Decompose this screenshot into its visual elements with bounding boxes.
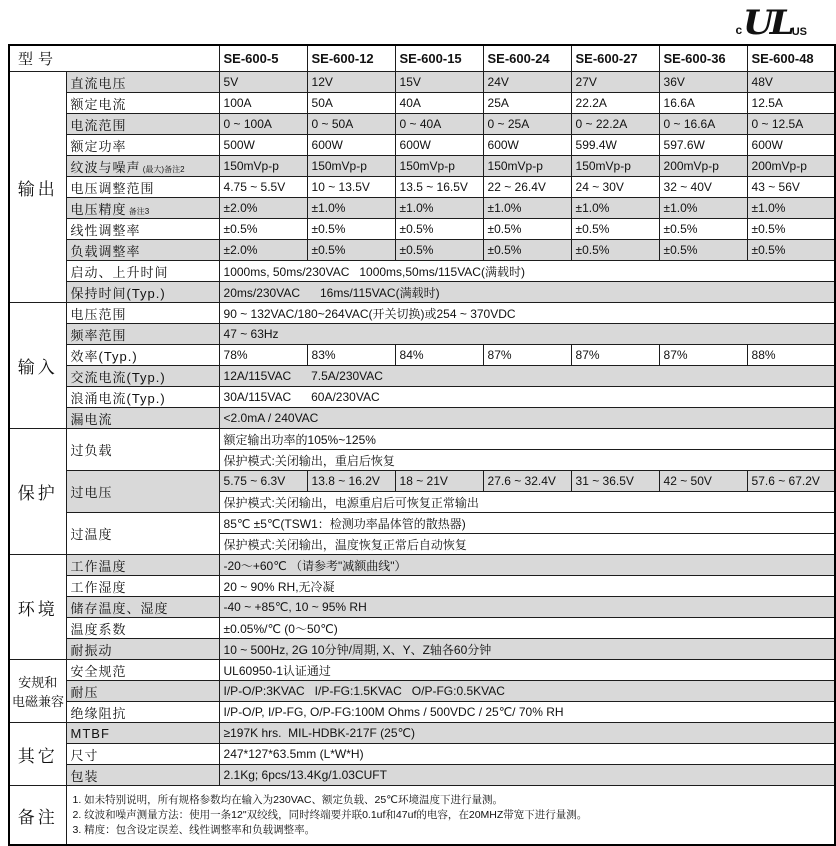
- param-label: 额定功率: [66, 135, 219, 156]
- param-label: 耐振动: [66, 639, 219, 660]
- param-label: 温度系数: [66, 618, 219, 639]
- spec-value: 600W: [483, 135, 571, 156]
- section-label-line: 环境: [17, 599, 58, 619]
- model-name: SE-600-27: [571, 45, 659, 72]
- spec-value: ±0.5%: [307, 240, 395, 261]
- spec-value: ±0.5%: [747, 219, 835, 240]
- spec-table: [8, 44, 836, 846]
- spec-value: ±0.5%: [219, 219, 307, 240]
- spec-value: ±0.5%: [747, 240, 835, 261]
- param-label: 储存温度、湿度: [66, 597, 219, 618]
- param-label: 工作湿度: [66, 576, 219, 597]
- param-label: 电流范围: [66, 114, 219, 135]
- note-line: 3. 精度：包含设定误差、线性调整率和负载调整率。: [72, 823, 316, 836]
- param-label: 包装: [66, 765, 219, 786]
- param-label: 过温度: [66, 513, 219, 555]
- param-label: 耐压: [66, 681, 219, 702]
- spec-row: [9, 618, 835, 639]
- param-label: 效率(Typ.): [66, 345, 219, 366]
- spec-row: [9, 387, 835, 408]
- spec-span-value: 20ms/230VAC 16ms/115VAC(满载时): [219, 282, 835, 303]
- spec-value: 10 ~ 13.5V: [307, 177, 395, 198]
- spec-value: 600W: [747, 135, 835, 156]
- spec-value: 50A: [307, 93, 395, 114]
- spec-value: 200mVp-p: [747, 156, 835, 177]
- spec-value: 87%: [571, 345, 659, 366]
- spec-span-value: 保护模式:关闭输出，电源重启后可恢复正常输出: [219, 492, 835, 513]
- spec-value: 0 ~ 40A: [395, 114, 483, 135]
- spec-row: [9, 156, 835, 177]
- param-label: 交流电流(Typ.): [66, 366, 219, 387]
- spec-value: 87%: [659, 345, 747, 366]
- section-label: [9, 555, 66, 660]
- spec-value: 32 ~ 40V: [659, 177, 747, 198]
- model-name: SE-600-36: [659, 45, 747, 72]
- spec-value: 27.6 ~ 32.4V: [483, 471, 571, 492]
- spec-value: 5V: [219, 72, 307, 93]
- spec-span-value: 保护模式:关闭输出，重启后恢复: [219, 450, 835, 471]
- param-label: MTBF: [66, 723, 219, 744]
- spec-value: 13.8 ~ 16.2V: [307, 471, 395, 492]
- param-label: 过负载: [66, 429, 219, 471]
- spec-span-value: 247*127*63.5mm (L*W*H): [219, 744, 835, 765]
- spec-value: 22 ~ 26.4V: [483, 177, 571, 198]
- param-label: 电压范围: [66, 303, 219, 324]
- spec-span-value: 30A/115VAC 60A/230VAC: [219, 387, 835, 408]
- spec-value: 88%: [747, 345, 835, 366]
- model-name: SE-600-15: [395, 45, 483, 72]
- notes-cell: [66, 786, 835, 846]
- param-label: 工作温度: [66, 555, 219, 576]
- spec-row: [9, 681, 835, 702]
- spec-value: ±0.5%: [395, 240, 483, 261]
- param-label: 电压调整范围: [66, 177, 219, 198]
- param-label: 过电压: [66, 471, 219, 513]
- spec-value: 25A: [483, 93, 571, 114]
- spec-body: [9, 72, 835, 846]
- spec-value: 150mVp-p: [307, 156, 395, 177]
- spec-value: ±1.0%: [395, 198, 483, 219]
- param-label: 尺寸: [66, 744, 219, 765]
- spec-value: ±0.5%: [307, 219, 395, 240]
- spec-row: [9, 429, 835, 450]
- spec-row: [9, 576, 835, 597]
- spec-span-value: 1000ms, 50ms/230VAC 1000ms,50ms/115VAC(满载时): [219, 261, 835, 282]
- spec-value: 150mVp-p: [395, 156, 483, 177]
- spec-row: [9, 240, 835, 261]
- param-label-note: (最大)备注2: [140, 164, 185, 174]
- spec-value: 500W: [219, 135, 307, 156]
- spec-value: ±1.0%: [483, 198, 571, 219]
- spec-value: 0 ~ 100A: [219, 114, 307, 135]
- spec-row: [9, 702, 835, 723]
- spec-row: [9, 366, 835, 387]
- spec-row: [9, 324, 835, 345]
- spec-span-value: I/P-O/P, I/P-FG, O/P-FG:100M Ohms / 500VDC / 25℃/ 70% RH: [219, 702, 835, 723]
- spec-row: [9, 303, 835, 324]
- spec-row: [9, 513, 835, 534]
- spec-row: [9, 744, 835, 765]
- spec-value: 15V: [395, 72, 483, 93]
- section-label-line: 保护: [17, 484, 58, 503]
- spec-span-value: -20～+60℃ （请参考"减额曲线"）: [219, 555, 835, 576]
- section-label: [9, 429, 66, 555]
- section-label-line: 其它: [17, 746, 58, 766]
- spec-span-value: 12A/115VAC 7.5A/230VAC: [219, 366, 835, 387]
- spec-row: [9, 261, 835, 282]
- spec-value: 57.6 ~ 67.2V: [747, 471, 835, 492]
- spec-value: 84%: [395, 345, 483, 366]
- spec-value: 13.5 ~ 16.5V: [395, 177, 483, 198]
- spec-value: 5.75 ~ 6.3V: [219, 471, 307, 492]
- spec-span-value: UL60950-1认证通过: [219, 660, 835, 681]
- section-label-line: 安规和: [18, 675, 58, 690]
- model-name: SE-600-48: [747, 45, 835, 72]
- param-label: 保持时间(Typ.): [66, 282, 219, 303]
- spec-span-value: 90 ~ 132VAC/180~264VAC(开关切换)或254 ~ 370VDC: [219, 303, 835, 324]
- spec-row: [9, 765, 835, 786]
- spec-row: [9, 660, 835, 681]
- spec-value: 42 ~ 50V: [659, 471, 747, 492]
- spec-row: [9, 72, 835, 93]
- spec-row: [9, 723, 835, 744]
- spec-value: 16.6A: [659, 93, 747, 114]
- param-label: 浪涌电流(Typ.): [66, 387, 219, 408]
- spec-span-value: 10 ~ 500Hz, 2G 10分钟/周期, X、Y、Z轴各60分钟: [219, 639, 835, 660]
- param-label: 额定电流: [66, 93, 219, 114]
- model-header-label: 型号: [9, 45, 219, 72]
- spec-value: 600W: [307, 135, 395, 156]
- spec-row: [9, 282, 835, 303]
- spec-value: 87%: [483, 345, 571, 366]
- spec-value: 43 ~ 56V: [747, 177, 835, 198]
- notes-row: [9, 786, 835, 846]
- param-label: 线性调整率: [66, 219, 219, 240]
- spec-value: 150mVp-p: [571, 156, 659, 177]
- spec-value: 27V: [571, 72, 659, 93]
- param-label: 纹波与噪声 (最大)备注2: [66, 156, 219, 177]
- spec-value: ±1.0%: [659, 198, 747, 219]
- spec-span-value: ≥197K hrs. MIL-HDBK-217F (25℃): [219, 723, 835, 744]
- model-name: SE-600-12: [307, 45, 395, 72]
- spec-value: 200mVp-p: [659, 156, 747, 177]
- param-label: 频率范围: [66, 324, 219, 345]
- param-label: 安全规范: [66, 660, 219, 681]
- spec-value: 40A: [395, 93, 483, 114]
- param-label: 电压精度 备注3: [66, 198, 219, 219]
- spec-value: 22.2A: [571, 93, 659, 114]
- spec-value: ±0.5%: [395, 219, 483, 240]
- spec-value: ±1.0%: [747, 198, 835, 219]
- spec-row: [9, 93, 835, 114]
- spec-value: 0 ~ 16.6A: [659, 114, 747, 135]
- spec-value: 18 ~ 21V: [395, 471, 483, 492]
- spec-value: ±0.5%: [659, 240, 747, 261]
- spec-span-value: 保护模式:关闭输出，温度恢复正常后自动恢复: [219, 534, 835, 555]
- spec-span-value: 20 ~ 90% RH,无冷凝: [219, 576, 835, 597]
- param-label: 漏电流: [66, 408, 219, 429]
- section-label: [9, 72, 66, 303]
- spec-value: ±0.5%: [571, 240, 659, 261]
- spec-row: [9, 345, 835, 366]
- spec-row: [9, 471, 835, 492]
- spec-value: ±2.0%: [219, 240, 307, 261]
- spec-span-value: 2.1Kg; 6pcs/13.4Kg/1.03CUFT: [219, 765, 835, 786]
- spec-span-value: 额定输出功率的105%~125%: [219, 429, 835, 450]
- spec-value: 0 ~ 50A: [307, 114, 395, 135]
- spec-value: 36V: [659, 72, 747, 93]
- spec-value: 100A: [219, 93, 307, 114]
- spec-value: 78%: [219, 345, 307, 366]
- section-label-line: 输出: [17, 179, 58, 199]
- spec-span-value: -40 ~ +85℃, 10 ~ 95% RH: [219, 597, 835, 618]
- spec-value: 48V: [747, 72, 835, 93]
- spec-value: 599.4W: [571, 135, 659, 156]
- param-label: 负载调整率: [66, 240, 219, 261]
- spec-value: 24 ~ 30V: [571, 177, 659, 198]
- spec-row: [9, 639, 835, 660]
- spec-row: [9, 408, 835, 429]
- spec-value: ±0.5%: [659, 219, 747, 240]
- param-label: 启动、上升时间: [66, 261, 219, 282]
- spec-row: [9, 135, 835, 156]
- spec-span-value: I/P-O/P:3KVAC I/P-FG:1.5KVAC O/P-FG:0.5KVAC: [219, 681, 835, 702]
- spec-value: ±1.0%: [307, 198, 395, 219]
- spec-value: 24V: [483, 72, 571, 93]
- spec-row: [9, 114, 835, 135]
- section-label-line: 输入: [17, 358, 58, 377]
- spec-value: ±2.0%: [219, 198, 307, 219]
- spec-value: ±1.0%: [571, 198, 659, 219]
- section-label-line: 电磁兼容: [12, 694, 65, 709]
- section-label: [9, 660, 66, 723]
- spec-span-value: <2.0mA / 240VAC: [219, 408, 835, 429]
- param-label-note: 备注3: [126, 206, 150, 216]
- cul-c-text: c: [735, 23, 743, 37]
- models-row: [9, 45, 835, 72]
- ul-mark-icon: UL: [743, 3, 791, 43]
- note-line: 1. 如未特别说明，所有规格参数均在输入为230VAC、额定负载、25℃环境温度下进行量测。: [72, 793, 503, 806]
- spec-value: ±0.5%: [483, 240, 571, 261]
- spec-row: [9, 597, 835, 618]
- spec-row: [9, 177, 835, 198]
- spec-value: 12V: [307, 72, 395, 93]
- cul-us-text: US: [791, 26, 807, 38]
- model-name: SE-600-5: [219, 45, 307, 72]
- models-header: [9, 45, 835, 72]
- spec-span-value: 47 ~ 63Hz: [219, 324, 835, 345]
- spec-row: [9, 555, 835, 576]
- spec-value: ±0.5%: [571, 219, 659, 240]
- spec-value: 150mVp-p: [483, 156, 571, 177]
- spec-span-value: ±0.05%/℃ (0～50℃): [219, 618, 835, 639]
- spec-span-value: 85℃ ±5℃(TSW1：检测功率晶体管的散热器): [219, 513, 835, 534]
- spec-row: [9, 219, 835, 240]
- section-label: [9, 723, 66, 786]
- param-label: 直流电压: [66, 72, 219, 93]
- spec-value: 150mVp-p: [219, 156, 307, 177]
- note-line: 2. 纹波和噪声测量方法：使用一条12"双绞线，同时终端要并联0.1uf和47uf的电容，在20MHZ带宽下进行量测。: [72, 808, 588, 821]
- cul-us-certification-logo: [735, 3, 807, 43]
- spec-value: 31 ~ 36.5V: [571, 471, 659, 492]
- spec-value: 12.5A: [747, 93, 835, 114]
- section-label: [9, 303, 66, 429]
- spec-value: 4.75 ~ 5.5V: [219, 177, 307, 198]
- spec-value: 0 ~ 12.5A: [747, 114, 835, 135]
- notes-label: 备注: [9, 786, 66, 846]
- param-label: 绝缘阻抗: [66, 702, 219, 723]
- spec-row: [9, 198, 835, 219]
- spec-value: 0 ~ 22.2A: [571, 114, 659, 135]
- spec-value: ±0.5%: [483, 219, 571, 240]
- spec-value: 83%: [307, 345, 395, 366]
- spec-value: 0 ~ 25A: [483, 114, 571, 135]
- spec-value: 597.6W: [659, 135, 747, 156]
- spec-value: 600W: [395, 135, 483, 156]
- model-name: SE-600-24: [483, 45, 571, 72]
